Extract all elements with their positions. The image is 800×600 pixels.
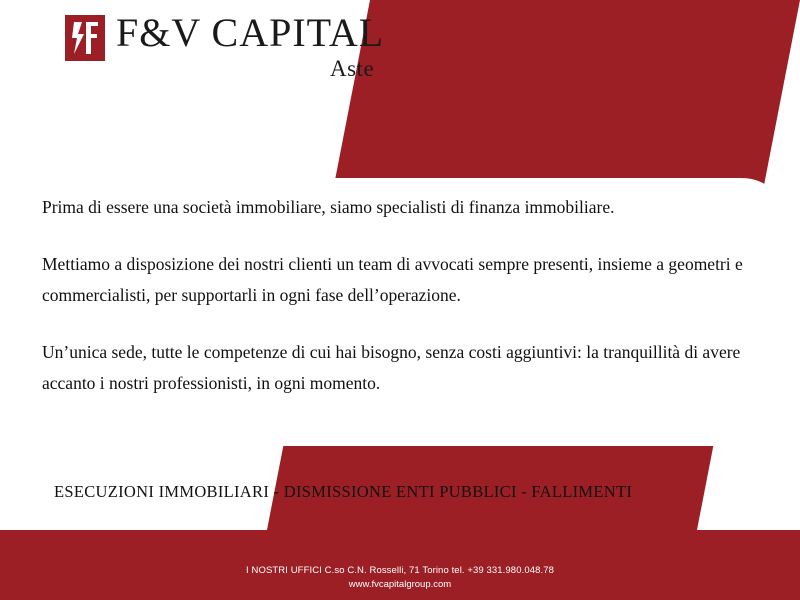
fv-crest-icon [64,14,106,62]
footer-address: I NOSTRI UFFICI C.so C.N. Rosselli, 71 Torino tel. +39 331.980.048.78 [246,565,554,576]
brand-title: F&V CAPITAL [116,10,385,55]
body-copy [42,192,762,399]
paragraph-2: Mettiamo a disposizione dei nostri clienti un team di avvocati sempre presenti, insieme a geometri e commercialisti, per supportarli in ogni fase dell’operazione. [42,254,743,305]
services-tagline: ESECUZIONI IMMOBILIARI - DISMISSIONE ENTI PUBBLICI - FALLIMENTI [54,482,633,501]
header [0,0,800,110]
footer-contact-bar [216,558,584,600]
paragraph-1: Prima di essere una società immobiliare, siamo specialisti di finanza immobiliare. [42,197,615,217]
paragraph-3: Un’unica sede, tutte le competenze di cui hai bisogno, senza costi aggiuntivi: la tranquillità di avere accanto i nostri professionisti, in ogni momento. [42,342,741,393]
logo [64,8,384,62]
brand-subtitle: Aste [330,56,375,81]
footer-website[interactable]: www.fvcapitalgroup.com [348,579,452,590]
